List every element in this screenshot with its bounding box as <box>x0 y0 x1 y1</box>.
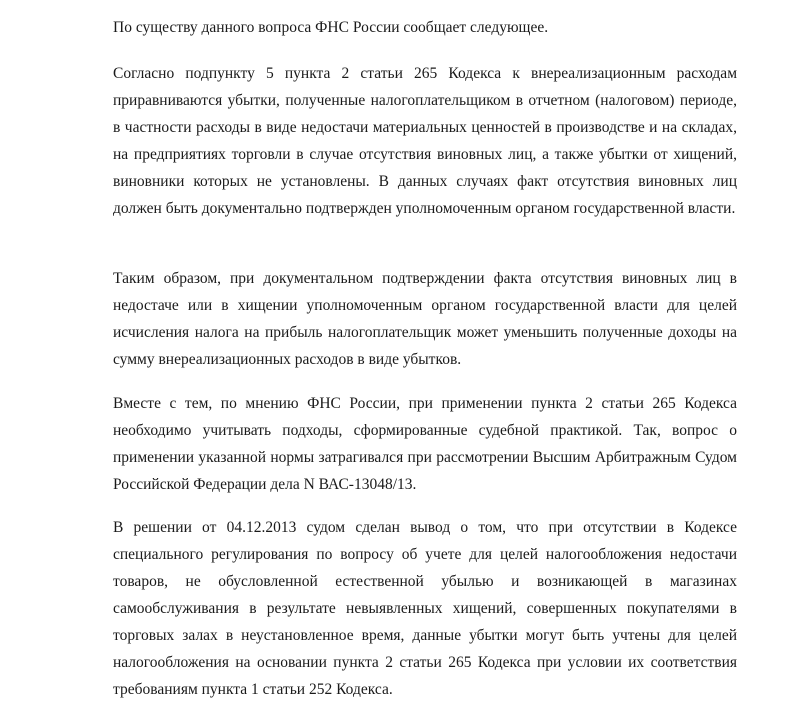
paragraph-conclusion: Таким образом, при документальном подтверждении факта отсутствия виновных лиц в недостаче или в хищении уполномоченным органом государственной власти для целей исчисления налога на прибыль налогоплательщик может уменьшить полученные доходы на сумму внереализационных расходов в виде убытков. <box>113 270 737 368</box>
paragraph-court-practice: Вместе с тем, по мнению ФНС России, при применении пункта 2 статьи 265 Кодекса необходимо учитывать подходы, сформированные судебной практикой. Так, вопрос о применении указанной нормы затрагивался при рассмотрении Высшим Арбитражным Судом Российской Федерации дела N ВАС-13048/13. <box>113 395 737 493</box>
paragraph-court-decision: В решении от 04.12.2013 судом сделан вывод о том, что при отсутствии в Кодексе специального регулирования по вопросу об учете для целей налогообложения недостачи товаров, не обусловленной естественной убылью и возникающей в магазинах самообслуживания в результате невыявленных хищений, совершенных покупателями в торговых залах в неустановленное время, данные убытки могут быть учтены для целей налогообложения на основании пункта 2 статьи 265 Кодекса при условии их соответствия требованиям пункта 1 статьи 252 Кодекса. <box>113 519 737 698</box>
paragraph-article-265: Согласно подпункту 5 пункта 2 статьи 265 Кодекса к внереализационным расходам приравниваются убытки, полученные налогоплательщиком в отчетном (налоговом) периоде, в частности расходы в виде недостачи материальных ценностей в производстве и на складах, на предприятиях торговли в случае отсутствия виновных лиц, а также убытки от хищений, виновники которых не установлены. В данных случаях факт отсутствия виновных лиц должен быть документально подтвержден уполномоченным органом государственной власти. <box>113 65 737 217</box>
paragraph-intro: По существу данного вопроса ФНС России сообщает следующее. <box>113 19 549 36</box>
